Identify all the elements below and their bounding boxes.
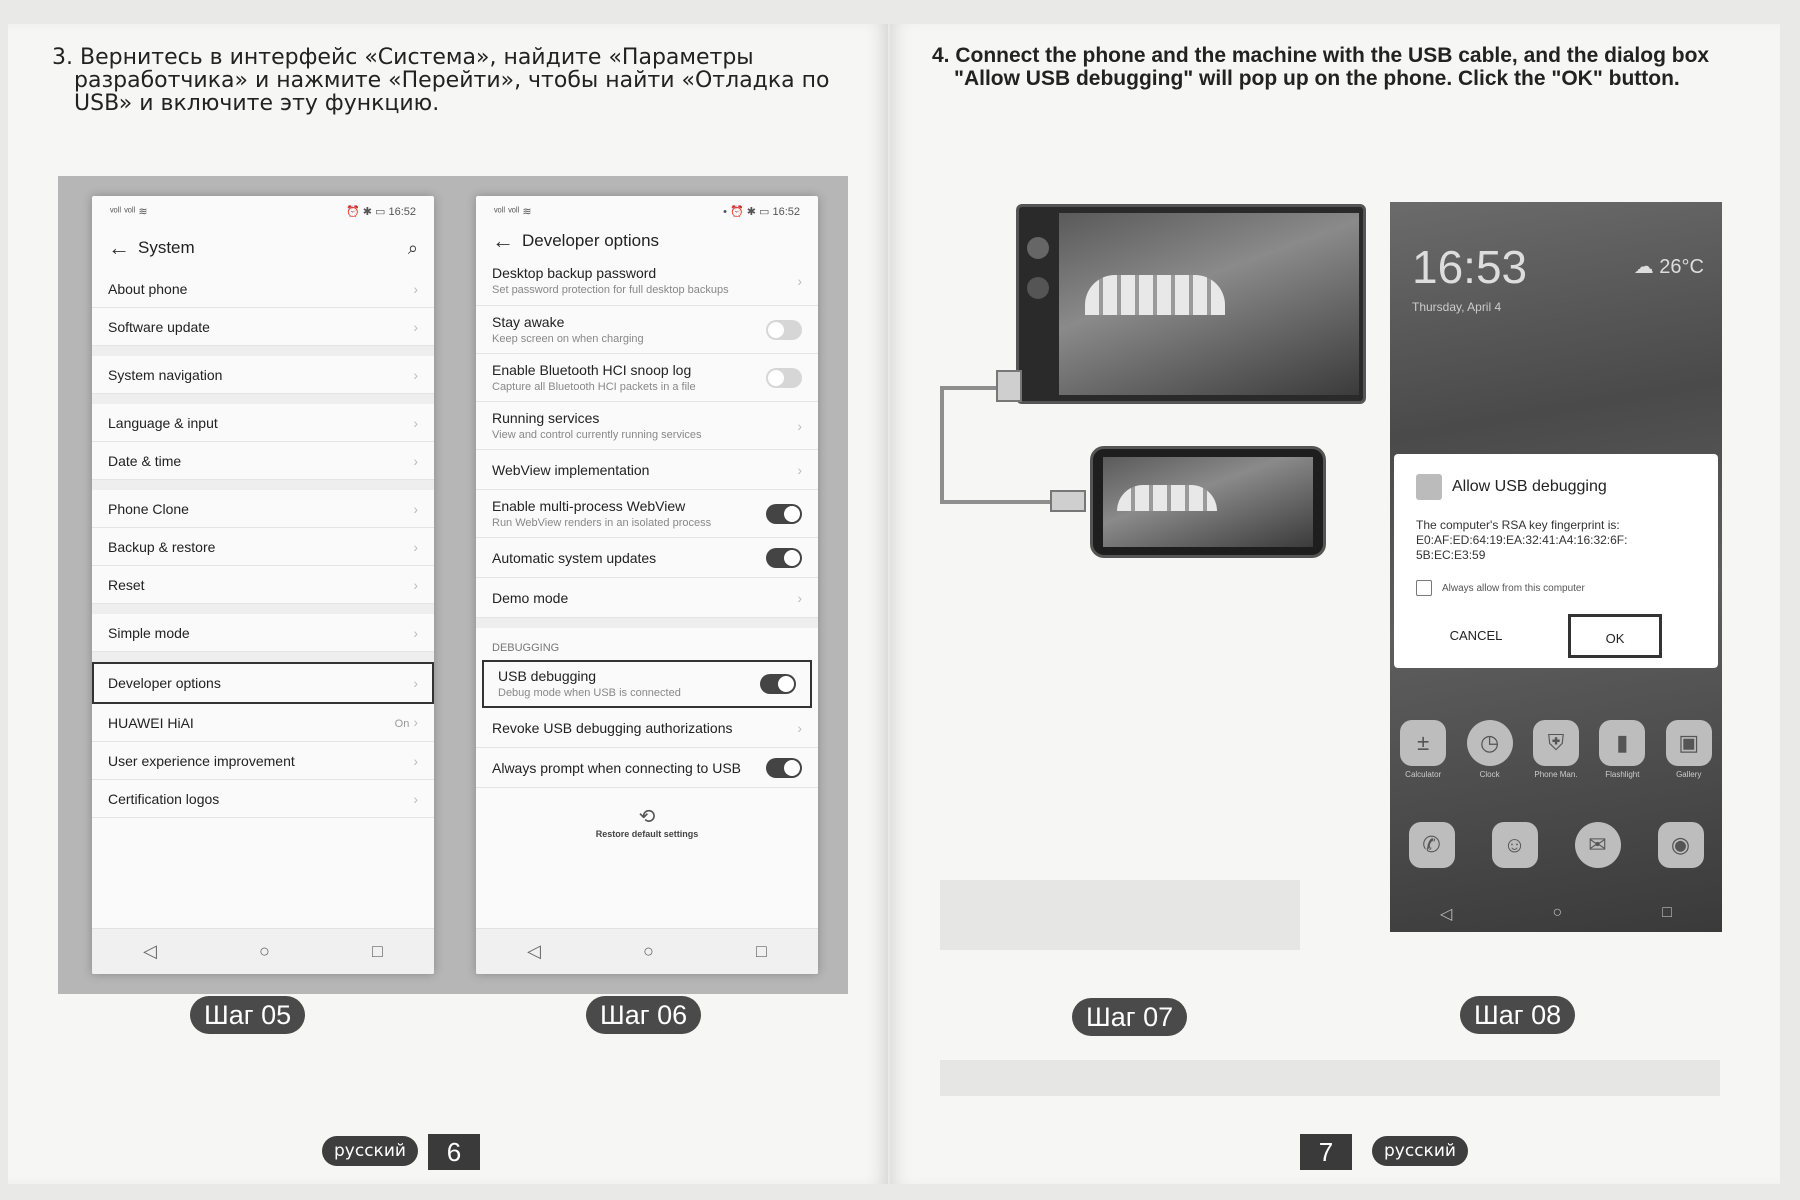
dialog-body: The computer's RSA key fingerprint is: E0:AF:ED:64:19:EA:32:41:A4:16:32:6F: 5B:EC:E3:59 bbox=[1416, 518, 1628, 562]
settings-item-about-phone[interactable] bbox=[92, 270, 434, 308]
shield-icon: ⛨ bbox=[1533, 720, 1579, 766]
chevron-right-icon: › bbox=[797, 589, 802, 606]
item-label: Enable multi-process WebView bbox=[492, 498, 686, 514]
item-label: About phone bbox=[108, 280, 188, 297]
chevron-right-icon: › bbox=[413, 752, 418, 769]
checkbox-label: Always allow from this computer bbox=[1442, 582, 1585, 594]
nav-back-icon[interactable]: ◁ bbox=[1440, 906, 1453, 923]
calculator-icon: ± bbox=[1400, 720, 1446, 766]
chevron-right-icon: › bbox=[413, 414, 418, 431]
app-calculator[interactable] bbox=[1400, 720, 1446, 779]
camera-icon[interactable]: ◉ bbox=[1658, 822, 1704, 868]
show-through-text bbox=[940, 1060, 1720, 1096]
item-subtitle: Debug mode when USB is connected bbox=[498, 687, 681, 699]
settings-item-simple-mode[interactable] bbox=[92, 614, 434, 652]
language-label: русский bbox=[1372, 1136, 1468, 1166]
search-icon[interactable]: ⌕ bbox=[407, 237, 418, 258]
back-arrow-icon[interactable]: ← bbox=[108, 235, 130, 260]
item-label: Revoke USB debugging authorizations bbox=[492, 719, 733, 736]
nav-home-icon[interactable]: ○ bbox=[259, 941, 270, 961]
settings-item-certification-logos[interactable] bbox=[92, 780, 434, 818]
chevron-right-icon: › bbox=[413, 576, 418, 593]
settings-item-phone-clone[interactable] bbox=[92, 490, 434, 528]
item-label: Enable Bluetooth HCI snoop log bbox=[492, 362, 692, 378]
app-label: Clock bbox=[1479, 770, 1500, 779]
item-subtitle: Set password protection for full desktop backups bbox=[492, 284, 729, 296]
step-3-instructions bbox=[52, 46, 832, 115]
dev-item-usb-debugging[interactable] bbox=[482, 660, 812, 708]
greenhouse-image bbox=[1117, 485, 1217, 511]
usb-debugging-toggle[interactable] bbox=[760, 674, 796, 694]
step-08-badge: Шаг 08 bbox=[1460, 996, 1575, 1034]
stay-awake-toggle[interactable] bbox=[766, 320, 802, 340]
ok-button[interactable]: OK bbox=[1568, 614, 1662, 658]
usb-cable bbox=[940, 500, 1050, 504]
phone-icon[interactable]: ✆ bbox=[1409, 822, 1455, 868]
settings-item-language-input[interactable] bbox=[92, 404, 434, 442]
screen-title: System bbox=[138, 238, 195, 257]
item-label: Software update bbox=[108, 318, 210, 335]
chevron-right-icon: › bbox=[797, 417, 802, 434]
nav-home-icon[interactable]: ○ bbox=[643, 941, 654, 961]
item-label: Backup & restore bbox=[108, 538, 216, 555]
dev-item-automatic-system-updates[interactable] bbox=[476, 538, 818, 578]
app-row bbox=[1390, 720, 1722, 779]
status-bar bbox=[476, 196, 818, 226]
settings-item-date-time[interactable] bbox=[92, 442, 434, 480]
app-label: Flashlight bbox=[1605, 770, 1640, 779]
dev-item-revoke-usb-auth[interactable] bbox=[476, 708, 818, 748]
usb-cable bbox=[940, 388, 944, 504]
item-label: Running services bbox=[492, 410, 600, 426]
usb-plug bbox=[996, 370, 1022, 402]
lock-date: Thursday, April 4 bbox=[1412, 300, 1502, 314]
item-label: Phone Clone bbox=[108, 500, 189, 517]
greenhouse-image bbox=[1085, 275, 1225, 315]
step-4-line-2: "Allow USB debugging" will pop up on the phone. Click the "OK" button. bbox=[954, 67, 1680, 90]
android-debug-icon bbox=[1416, 474, 1442, 500]
dev-item-bluetooth-hci[interactable] bbox=[476, 354, 818, 402]
nav-recents-icon[interactable]: □ bbox=[372, 941, 383, 961]
allow-usb-debugging-dialog bbox=[1394, 454, 1718, 668]
page-number: 6 bbox=[428, 1134, 480, 1170]
lock-screen-phone bbox=[1390, 202, 1722, 932]
chevron-right-icon: › bbox=[797, 272, 802, 289]
item-label: Simple mode bbox=[108, 624, 190, 641]
chevron-right-icon: › bbox=[413, 366, 418, 383]
chevron-right-icon: › bbox=[413, 280, 418, 297]
item-label: HUAWEI HiAI bbox=[108, 714, 194, 731]
section-gap bbox=[92, 480, 434, 490]
item-value: On bbox=[394, 717, 410, 730]
item-label: Automatic system updates bbox=[492, 549, 657, 566]
system-settings-screen bbox=[92, 196, 434, 974]
item-label: Stay awake bbox=[492, 314, 565, 330]
item-subtitle: Run WebView renders in an isolated process bbox=[492, 517, 712, 529]
settings-item-backup-restore[interactable] bbox=[92, 528, 434, 566]
item-label: Certification logos bbox=[108, 790, 220, 807]
dev-item-always-prompt-usb[interactable] bbox=[476, 748, 818, 788]
show-through-text bbox=[940, 880, 1300, 950]
phone-screen-image bbox=[1103, 457, 1313, 547]
status-right: • ⏰ ✱ ▭ 16:52 bbox=[723, 205, 800, 218]
android-nav-bar bbox=[92, 928, 434, 974]
chevron-right-icon: › bbox=[413, 790, 418, 807]
dock-row bbox=[1390, 822, 1722, 868]
settings-item-developer-options[interactable] bbox=[92, 662, 434, 704]
developer-header bbox=[476, 226, 818, 256]
clock-icon: ◷ bbox=[1467, 720, 1513, 766]
language-label: русский bbox=[322, 1136, 418, 1166]
dialog-title-text: Allow USB debugging bbox=[1452, 478, 1607, 495]
section-gap bbox=[92, 394, 434, 404]
step-3-line-2: разработчика» и нажмите «Перейти», чтобы найти «Отладка по bbox=[74, 68, 830, 93]
item-label: Language & input bbox=[108, 414, 218, 431]
screen-title: Developer options bbox=[522, 231, 660, 250]
settings-item-huawei-hiai[interactable] bbox=[92, 704, 434, 742]
item-label: USB debugging bbox=[498, 668, 597, 684]
item-label: User experience improvement bbox=[108, 752, 295, 769]
landscape-phone bbox=[1090, 446, 1326, 558]
android-nav-bar bbox=[1390, 904, 1722, 924]
step-05-badge: Шаг 05 bbox=[190, 996, 305, 1034]
gallery-icon: ▣ bbox=[1666, 720, 1712, 766]
step-3-line-1: 3. Вернитесь в интерфейс «Система», найдите «Параметры bbox=[52, 45, 754, 70]
nav-recents-icon[interactable]: □ bbox=[756, 941, 767, 961]
status-right: ⏰ ✱ ▭ 16:52 bbox=[345, 205, 416, 218]
head-unit-knob bbox=[1027, 277, 1049, 299]
chevron-right-icon: › bbox=[413, 624, 418, 641]
debugging-section-header: DEBUGGING bbox=[492, 642, 560, 654]
item-label: WebView implementation bbox=[492, 461, 650, 478]
chevron-right-icon: › bbox=[413, 538, 418, 555]
item-subtitle: View and control currently running services bbox=[492, 429, 702, 441]
app-gallery[interactable] bbox=[1666, 720, 1712, 779]
step-4-instructions bbox=[932, 44, 1732, 90]
android-nav-bar bbox=[476, 928, 818, 974]
system-header bbox=[92, 226, 434, 270]
chevron-right-icon: › bbox=[413, 318, 418, 335]
app-clock[interactable] bbox=[1467, 720, 1513, 779]
item-label: Date & time bbox=[108, 452, 182, 469]
app-label: Gallery bbox=[1676, 770, 1702, 779]
chevron-right-icon: › bbox=[413, 452, 418, 469]
chevron-right-icon: › bbox=[797, 461, 802, 478]
section-gap bbox=[92, 604, 434, 614]
item-label: Developer options bbox=[108, 674, 221, 691]
settings-item-reset[interactable] bbox=[92, 566, 434, 604]
head-unit-knob bbox=[1027, 237, 1049, 259]
always-allow-checkbox[interactable] bbox=[1416, 580, 1585, 596]
step-4-line-1: 4. Connect the phone and the machine with the USB cable, and the dialog box bbox=[932, 44, 1710, 67]
weather-widget: ☁ 26°C bbox=[1633, 256, 1704, 278]
section-gap bbox=[476, 618, 818, 628]
section-gap bbox=[92, 652, 434, 662]
chevron-right-icon: › bbox=[413, 500, 418, 517]
nav-home-icon[interactable]: ○ bbox=[1552, 904, 1563, 921]
page-number: 7 bbox=[1300, 1134, 1352, 1170]
lock-time: 16:53 bbox=[1412, 241, 1528, 293]
item-label: System navigation bbox=[108, 366, 223, 383]
checkbox-icon[interactable] bbox=[1416, 580, 1432, 596]
app-label: Phone Man. bbox=[1534, 770, 1578, 779]
restore-default-settings[interactable] bbox=[476, 788, 818, 839]
auto-updates-toggle[interactable] bbox=[766, 548, 802, 568]
chevron-right-icon: › bbox=[413, 713, 418, 730]
dev-item-webview-implementation[interactable] bbox=[476, 450, 818, 490]
always-prompt-toggle[interactable] bbox=[766, 758, 802, 778]
step-07-badge: Шаг 07 bbox=[1072, 998, 1187, 1036]
status-bar bbox=[92, 196, 434, 226]
restore-icon: ⟲ bbox=[638, 806, 656, 828]
chevron-right-icon: › bbox=[413, 674, 418, 691]
item-label: Reset bbox=[108, 576, 145, 593]
section-gap bbox=[92, 346, 434, 356]
item-label: Always prompt when connecting to USB bbox=[492, 759, 742, 776]
settings-item-software-update[interactable] bbox=[92, 308, 434, 346]
developer-options-screen bbox=[476, 196, 818, 974]
item-label: Desktop backup password bbox=[492, 265, 657, 281]
usb-plug bbox=[1050, 490, 1086, 512]
restore-label: Restore default settings bbox=[595, 829, 699, 839]
chevron-right-icon: › bbox=[797, 719, 802, 736]
contacts-icon[interactable]: ☺ bbox=[1492, 822, 1538, 868]
dev-item-demo-mode[interactable] bbox=[476, 578, 818, 618]
signal-icons: ᵛᵒˡˡ ᵛᵒˡˡ ≋ bbox=[494, 205, 532, 218]
dev-item-running-services[interactable] bbox=[476, 402, 818, 450]
head-unit-screen bbox=[1059, 213, 1359, 395]
item-label: Demo mode bbox=[492, 589, 569, 606]
nav-back-icon[interactable]: ◁ bbox=[527, 941, 541, 961]
item-subtitle: Keep screen on when charging bbox=[492, 333, 644, 345]
back-arrow-icon[interactable]: ← bbox=[492, 228, 514, 253]
app-phone-manager[interactable] bbox=[1533, 720, 1579, 779]
settings-item-system-navigation[interactable] bbox=[92, 356, 434, 394]
flashlight-icon: ▮ bbox=[1599, 720, 1645, 766]
messages-icon[interactable]: ✉ bbox=[1575, 822, 1621, 868]
usb-cable bbox=[940, 386, 1000, 390]
settings-item-user-experience[interactable] bbox=[92, 742, 434, 780]
nav-back-icon[interactable]: ◁ bbox=[143, 941, 157, 961]
dialog-title bbox=[1416, 474, 1607, 500]
dev-item-stay-awake[interactable] bbox=[476, 306, 818, 354]
dev-item-desktop-backup-password[interactable] bbox=[476, 256, 818, 306]
step-06-badge: Шаг 06 bbox=[586, 996, 701, 1034]
bluetooth-hci-toggle[interactable] bbox=[766, 368, 802, 388]
dev-item-multi-process-webview[interactable] bbox=[476, 490, 818, 538]
signal-icons: ᵛᵒˡˡ ᵛᵒˡˡ ≋ bbox=[110, 205, 148, 218]
nav-recents-icon[interactable]: □ bbox=[1662, 904, 1672, 921]
app-label: Calculator bbox=[1405, 770, 1442, 779]
head-unit-device bbox=[1016, 204, 1366, 404]
step-3-line-3: USB» и включите эту функцию. bbox=[74, 91, 440, 116]
multi-process-webview-toggle[interactable] bbox=[766, 504, 802, 524]
item-subtitle: Capture all Bluetooth HCI packets in a file bbox=[492, 381, 696, 393]
app-flashlight[interactable] bbox=[1599, 720, 1645, 779]
cancel-button[interactable]: CANCEL bbox=[1449, 628, 1503, 643]
